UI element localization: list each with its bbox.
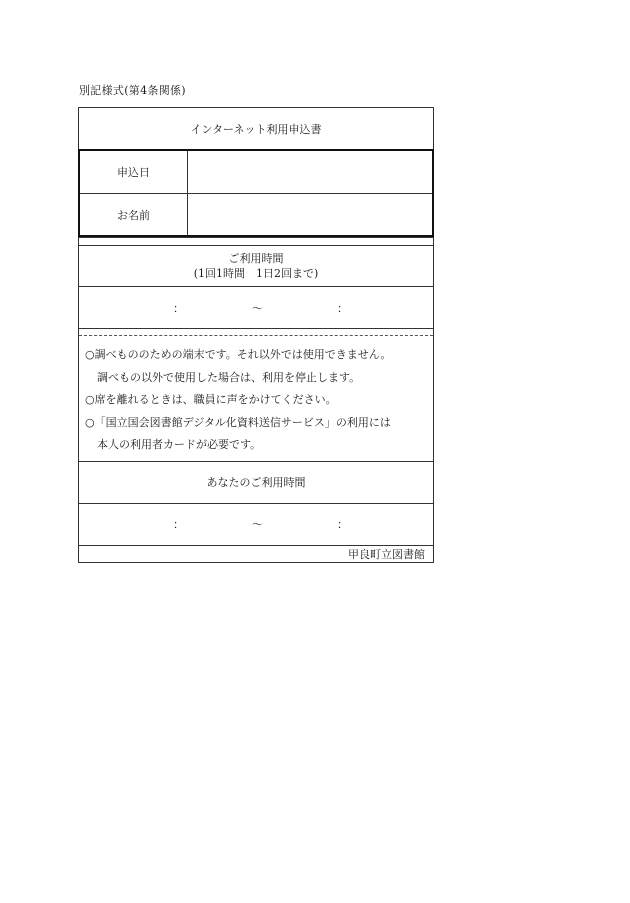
- time-tilde: 〜: [252, 301, 263, 315]
- usage-notes: [79, 336, 433, 462]
- name-row: [80, 193, 432, 235]
- apply-date-label: 申込日: [80, 151, 188, 193]
- your-time-tilde: 〜: [252, 518, 263, 531]
- apply-date-row: [80, 151, 432, 193]
- usage-time-row[interactable]: [79, 287, 433, 329]
- internet-application-form: [78, 107, 434, 563]
- note-1-continued: 調べもの以外で使用した場合は、利用を停止します。: [97, 370, 361, 384]
- apply-date-field[interactable]: [188, 151, 432, 193]
- your-time-colon-start: ：: [173, 518, 184, 531]
- form-title: インターネット利用申込書: [79, 108, 433, 150]
- note-3-continued: 本人の利用者カードが必要です。: [97, 438, 262, 451]
- name-field[interactable]: [188, 194, 432, 235]
- spacer: [79, 237, 433, 245]
- your-hours-title: あなたのご利用時間: [79, 462, 433, 504]
- usage-hours-subtitle: (1回1時間 1日2回まで): [193, 267, 319, 280]
- usage-hours-header: [79, 245, 433, 287]
- your-time-row[interactable]: [79, 504, 433, 546]
- note-1: ○調べもののための端末です。それ以外では使用できません。: [85, 348, 392, 361]
- name-label: お名前: [80, 194, 188, 235]
- applicant-table: [78, 149, 434, 237]
- dashed-divider: [79, 329, 433, 336]
- time-colon-end: ：: [337, 301, 348, 315]
- form-caption: 別記様式(第4条関係): [79, 84, 186, 97]
- note-3: ○「国立国会図書館デジタル化資料送信サービス」の利用には: [85, 415, 391, 429]
- your-time-colon-end: ：: [337, 518, 348, 531]
- usage-hours-title: ご利用時間: [228, 252, 284, 265]
- time-colon-start: ：: [173, 301, 184, 315]
- library-name: 甲良町立図書館: [348, 547, 425, 561]
- note-2: ○席を離れるときは、職員に声をかけてください。: [85, 393, 337, 406]
